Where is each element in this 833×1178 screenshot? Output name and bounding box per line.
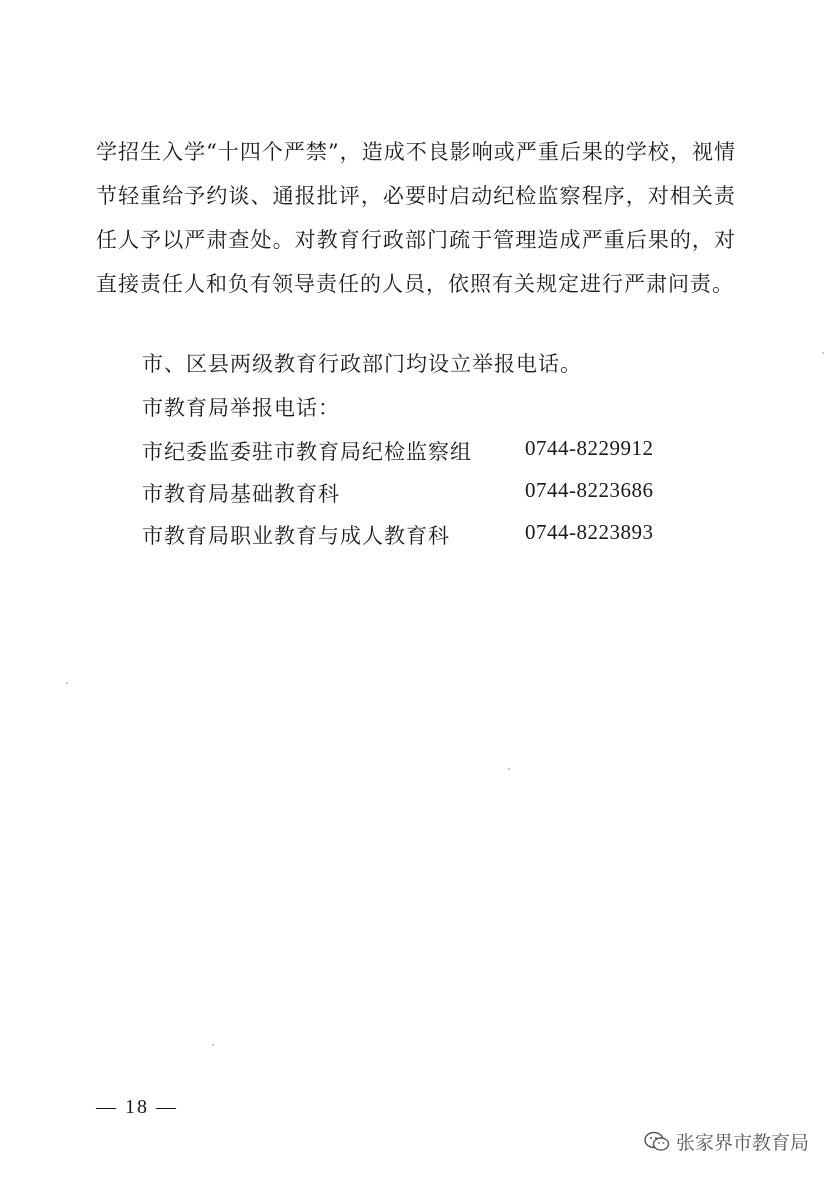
scan-speck xyxy=(212,1044,214,1046)
watermark xyxy=(644,1128,809,1155)
scan-speck xyxy=(508,768,510,770)
scan-speck xyxy=(822,352,824,354)
watermark-text: 张家界市教育局 xyxy=(675,1132,809,1154)
contact-phone: 0744-8229912 xyxy=(525,436,654,460)
wechat-icon xyxy=(644,1131,670,1153)
contact-phone: 0744-8223686 xyxy=(525,478,654,502)
page-number: — 18 — xyxy=(96,1096,178,1118)
contact-name: 市教育局基础教育科 xyxy=(142,482,340,506)
hotline-heading: 市教育局举报电话： xyxy=(142,396,340,420)
contact-name: 市教育局职业教育与成人教育科 xyxy=(142,524,450,548)
contact-name: 市纪委监委驻市教育局纪检监察组 xyxy=(142,440,472,464)
hotline-notice: 市、区县两级教育行政部门均设立举报电话。 xyxy=(142,352,582,376)
scan-speck xyxy=(66,682,68,684)
contact-phone: 0744-8223893 xyxy=(525,520,654,544)
body-paragraph: 学招生入学“十四个严禁”，造成不良影响或严重后果的学校，视情节轻重给予约谈、通报批评，必要时启动纪检监察程序，对相关责任人予以严肃查处。对教育行政部门疏于管理造成严重后果的，对直接责任人和负有领导责任的人员，依照有关规定进行严肃问责。 xyxy=(96,140,736,296)
